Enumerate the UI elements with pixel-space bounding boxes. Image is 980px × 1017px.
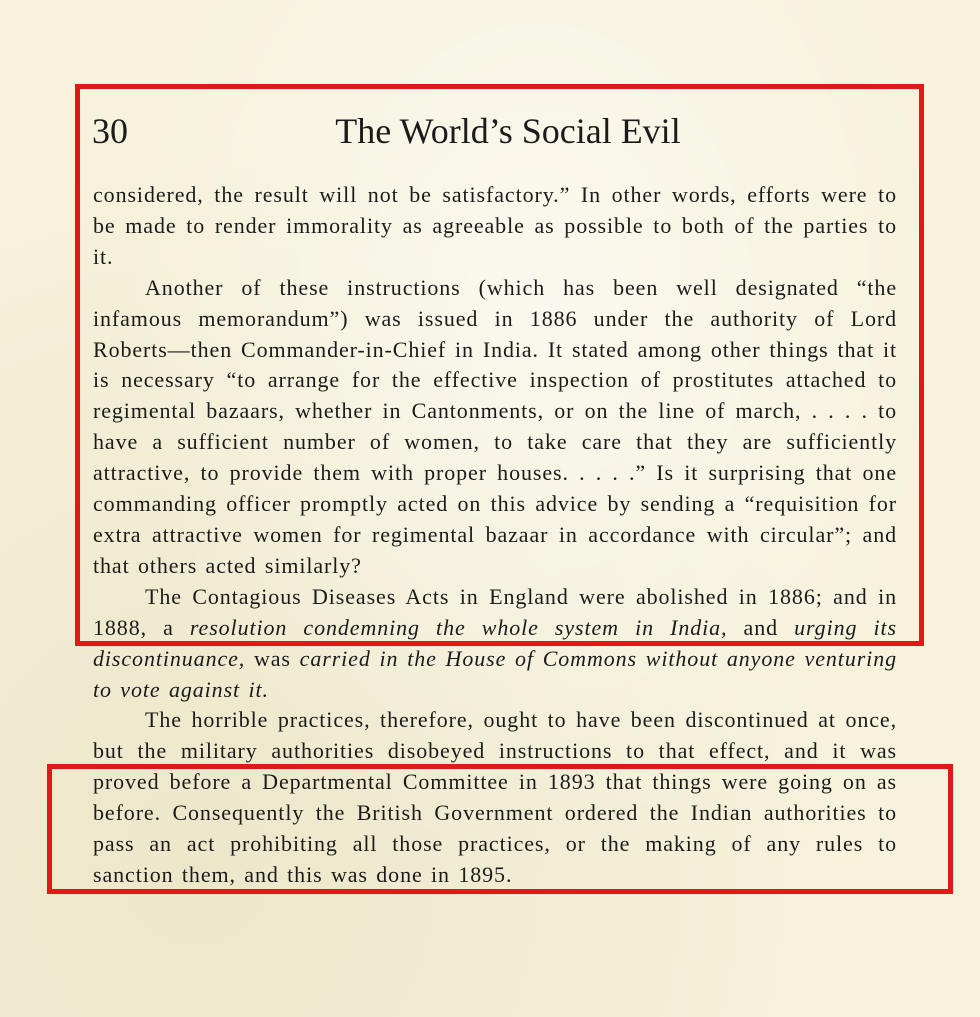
text-run: Another of these instructions (which has been well designated “the infamous memorandum”) was issued in 1886 under the authority of Lord Roberts—then Commander-in-Chief in India. It stated among other things that it is necessary “to arrange for the effective inspection of prostitutes attached to regimental bazaars, whether in Cantonments, or on the line of march, . . . . to have a sufficient number of women, to take care that they are sufficiently attractive, to provide them with proper houses. . . . .” Is it surprising that one commanding officer promptly acted on this advice by sending a “requisition for extra attractive women for regimental bazaar in accordance with circular”; and that others acted similarly? [93, 274, 897, 578]
text-run: The horrible practices, therefore, ought to have been discontinued at once, but the military authorities disobeyed instructions to that effect, and it was proved before a Departmental Committee in 1893 that things were going on as before. Consequently the British Government ordered the Indian authorities to pass an act prohibiting all those practices, or the making of any rules to sanction them, and this was done in 1895. [93, 707, 897, 887]
paragraph [93, 273, 897, 582]
text-run: was [245, 645, 300, 671]
italic-text-run: urging its discontinuance, [93, 614, 897, 671]
text-run: The Contagious Diseases Acts in England were abolished in 1886; and in 1888, a [93, 583, 897, 640]
text-run: considered, the result will not be satisfactory.” In other words, efforts were to be made to render immorality as agreeable as possible to both of the parties to it. [93, 182, 897, 269]
text-run: and [727, 614, 795, 640]
italic-text-run: resolution condemning the whole system in India, [189, 614, 728, 640]
page-number: 30 [92, 111, 128, 151]
page-header [92, 106, 896, 156]
paragraph [93, 705, 897, 890]
running-title: The World’s Social Evil [335, 111, 681, 151]
italic-text-run: carried in the House of Commons without anyone venturing to vote against it. [93, 645, 897, 702]
paragraph [93, 582, 897, 706]
paragraph [93, 180, 897, 273]
body-text [93, 180, 897, 891]
